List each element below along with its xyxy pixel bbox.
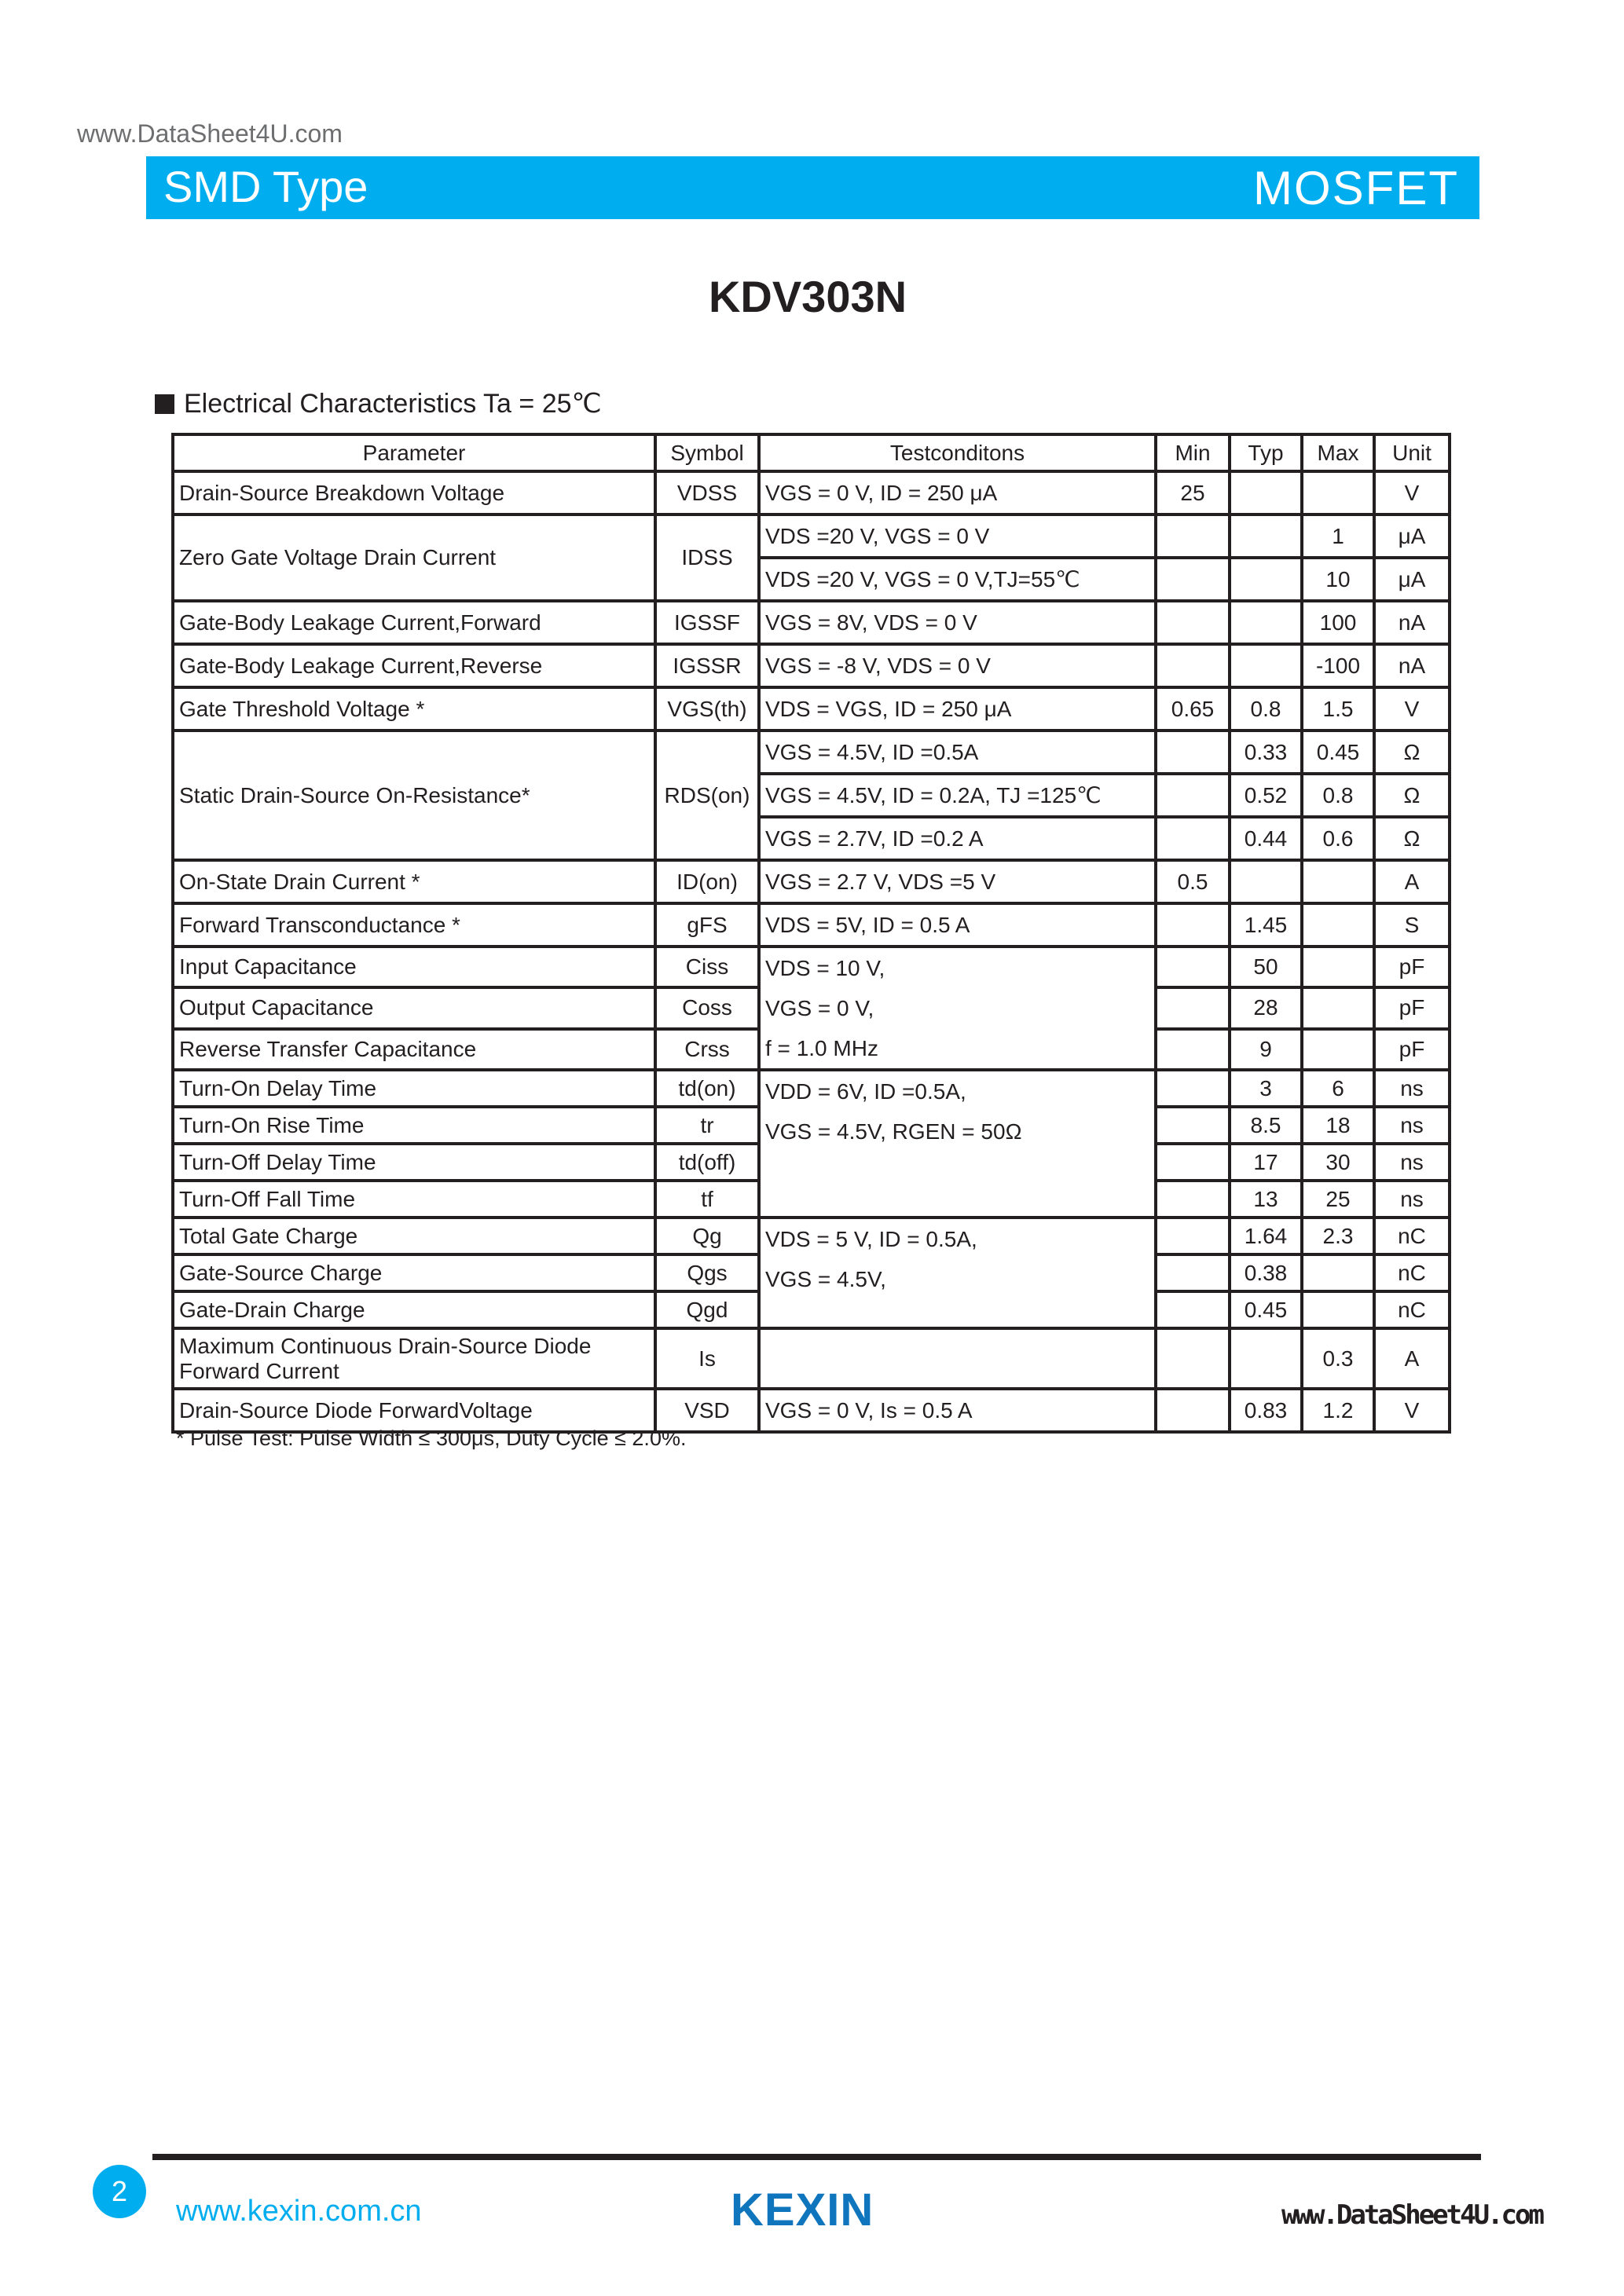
typ-cell	[1230, 471, 1302, 514]
symbol-cell: td(off)	[655, 1144, 759, 1181]
parameter-cell: Gate-Body Leakage Current,Reverse	[173, 644, 655, 687]
parameter-cell: Zero Gate Voltage Drain Current	[173, 514, 655, 601]
bullet-square-icon	[155, 394, 174, 414]
symbol-cell: VGS(th)	[655, 687, 759, 731]
symbol-cell: Coss	[655, 987, 759, 1028]
max-cell: 0.8	[1302, 774, 1374, 817]
conditions-cell	[759, 1218, 1156, 1328]
table-row	[173, 1070, 1450, 1107]
condition-line: VDS =20 V, VGS = 0 V,TJ=55℃	[765, 567, 1080, 591]
max-cell: 1.5	[1302, 687, 1374, 731]
parameter-cell: Forward Transconductance *	[173, 903, 655, 947]
typ-cell: 0.52	[1230, 774, 1302, 817]
table-row	[173, 731, 1450, 774]
table-row	[173, 947, 1450, 987]
table-row	[173, 860, 1450, 903]
table-row	[173, 1328, 1450, 1389]
footnote: * Pulse Test: Pulse Width ≤ 300μs, Duty Cycle ≤ 2.0%.	[176, 1426, 687, 1450]
condition-line: VGS = 8V, VDS = 0 V	[765, 610, 977, 635]
typ-cell: 28	[1230, 987, 1302, 1028]
conditions-cell	[759, 558, 1156, 601]
unit-cell: nA	[1374, 601, 1450, 644]
condition-line: VGS = 4.5V,	[765, 1267, 886, 1291]
symbol-cell: VSD	[655, 1389, 759, 1432]
part-title: KDV303N	[708, 272, 907, 321]
unit-cell: nC	[1374, 1254, 1450, 1291]
unit-cell: ns	[1374, 1144, 1450, 1181]
electrical-characteristics-table	[171, 433, 1451, 1434]
symbol-cell: tr	[655, 1107, 759, 1144]
symbol-cell: Crss	[655, 1029, 759, 1070]
typ-cell: 13	[1230, 1181, 1302, 1218]
min-cell: 0.65	[1156, 687, 1230, 731]
min-cell	[1156, 731, 1230, 774]
unit-cell: μA	[1374, 558, 1450, 601]
min-cell	[1156, 1291, 1230, 1328]
unit-cell: pF	[1374, 1029, 1450, 1070]
header-symbol: Symbol	[655, 434, 759, 471]
typ-cell: 8.5	[1230, 1107, 1302, 1144]
conditions-cell	[759, 514, 1156, 558]
condition-line: VDS = 10 V,	[765, 956, 885, 980]
condition-line: VDD = 6V, ID =0.5A,	[765, 1079, 966, 1104]
header-unit: Unit	[1374, 434, 1450, 471]
max-cell: 0.3	[1302, 1328, 1374, 1389]
unit-cell: Ω	[1374, 774, 1450, 817]
condition-line: VGS = 2.7V, ID =0.2 A	[765, 826, 984, 851]
condition-line: VDS = VGS, ID = 250 μA	[765, 697, 1012, 721]
symbol-cell: IGSSF	[655, 601, 759, 644]
parameter-cell: Static Drain-Source On-Resistance*	[173, 731, 655, 860]
min-cell	[1156, 1328, 1230, 1389]
typ-cell	[1230, 860, 1302, 903]
min-cell	[1156, 601, 1230, 644]
symbol-cell: Qgs	[655, 1254, 759, 1291]
parameter-cell: Output Capacitance	[173, 987, 655, 1028]
unit-cell: A	[1374, 860, 1450, 903]
max-cell	[1302, 1029, 1374, 1070]
unit-cell: V	[1374, 687, 1450, 731]
min-cell	[1156, 1029, 1230, 1070]
unit-cell: V	[1374, 1389, 1450, 1432]
parameter-cell: Gate-Source Charge	[173, 1254, 655, 1291]
parameter-cell: Total Gate Charge	[173, 1218, 655, 1254]
max-cell: 25	[1302, 1181, 1374, 1218]
kexin-website-link[interactable]: www.kexin.com.cn	[176, 2195, 422, 2228]
typ-cell: 50	[1230, 947, 1302, 987]
symbol-cell: RDS(on)	[655, 731, 759, 860]
typ-cell: 0.33	[1230, 731, 1302, 774]
unit-cell: pF	[1374, 947, 1450, 987]
unit-cell: pF	[1374, 987, 1450, 1028]
unit-cell: nC	[1374, 1218, 1450, 1254]
condition-line: VDS =20 V, VGS = 0 V	[765, 524, 990, 548]
table-row	[173, 687, 1450, 731]
typ-cell	[1230, 601, 1302, 644]
min-cell	[1156, 514, 1230, 558]
max-cell: 1.2	[1302, 1389, 1374, 1432]
parameter-cell: Input Capacitance	[173, 947, 655, 987]
typ-cell: 1.64	[1230, 1218, 1302, 1254]
min-cell	[1156, 817, 1230, 860]
parameter-cell: Turn-Off Fall Time	[173, 1181, 655, 1218]
symbol-cell: td(on)	[655, 1070, 759, 1107]
typ-cell	[1230, 558, 1302, 601]
conditions-cell	[759, 601, 1156, 644]
unit-cell: ns	[1374, 1181, 1450, 1218]
datasheet4u-link[interactable]: www.DataSheet4U.com	[1281, 2199, 1542, 2231]
conditions-cell	[759, 1328, 1156, 1389]
section-heading-text: Electrical Characteristics Ta = 25℃	[184, 389, 602, 419]
parameter-cell: Maximum Continuous Drain-Source Diode Forward Current	[173, 1328, 655, 1389]
table-header-row	[173, 434, 1450, 471]
min-cell	[1156, 644, 1230, 687]
max-cell: 10	[1302, 558, 1374, 601]
typ-cell: 0.44	[1230, 817, 1302, 860]
unit-cell: Ω	[1374, 731, 1450, 774]
max-cell	[1302, 1291, 1374, 1328]
conditions-cell	[759, 1389, 1156, 1432]
unit-cell: nC	[1374, 1291, 1450, 1328]
min-cell	[1156, 1181, 1230, 1218]
conditions-cell	[759, 774, 1156, 817]
header-banner	[146, 156, 1479, 219]
page-number-badge: 2	[93, 2165, 146, 2218]
parameter-cell: Drain-Source Breakdown Voltage	[173, 471, 655, 514]
max-cell: 30	[1302, 1144, 1374, 1181]
unit-cell: μA	[1374, 514, 1450, 558]
max-cell: 0.45	[1302, 731, 1374, 774]
conditions-cell	[759, 903, 1156, 947]
condition-line: VGS = 4.5V, ID = 0.2A, TJ =125℃	[765, 783, 1102, 807]
unit-cell: Ω	[1374, 817, 1450, 860]
conditions-cell	[759, 817, 1156, 860]
parameter-cell: Turn-Off Delay Time	[173, 1144, 655, 1181]
parameter-cell: Gate-Drain Charge	[173, 1291, 655, 1328]
min-cell	[1156, 987, 1230, 1028]
header-min: Min	[1156, 434, 1230, 471]
min-cell	[1156, 1218, 1230, 1254]
min-cell	[1156, 903, 1230, 947]
header-category: MOSFET	[1253, 162, 1459, 214]
typ-cell: 0.45	[1230, 1291, 1302, 1328]
table-row	[173, 601, 1450, 644]
min-cell	[1156, 1144, 1230, 1181]
conditions-cell	[759, 644, 1156, 687]
condition-line: VGS = 2.7 V, VDS =5 V	[765, 870, 996, 894]
min-cell: 0.5	[1156, 860, 1230, 903]
symbol-cell: Qg	[655, 1218, 759, 1254]
parameter-cell: Reverse Transfer Capacitance	[173, 1029, 655, 1070]
min-cell	[1156, 947, 1230, 987]
conditions-cell	[759, 947, 1156, 1070]
unit-cell: ns	[1374, 1107, 1450, 1144]
max-cell: 6	[1302, 1070, 1374, 1107]
symbol-cell: Ciss	[655, 947, 759, 987]
header-typ: Typ	[1230, 434, 1302, 471]
min-cell	[1156, 1254, 1230, 1291]
parameter-cell: Drain-Source Diode ForwardVoltage	[173, 1389, 655, 1432]
condition-line: VGS = 0 V, ID = 250 μA	[765, 481, 998, 505]
typ-cell: 0.83	[1230, 1389, 1302, 1432]
unit-cell: S	[1374, 903, 1450, 947]
table-row	[173, 1389, 1450, 1432]
parameter-cell: Turn-On Rise Time	[173, 1107, 655, 1144]
header-parameter: Parameter	[173, 434, 655, 471]
condition-line: f = 1.0 MHz	[765, 1036, 878, 1060]
typ-cell: 0.8	[1230, 687, 1302, 731]
max-cell	[1302, 903, 1374, 947]
parameter-cell: Gate Threshold Voltage *	[173, 687, 655, 731]
conditions-cell	[759, 860, 1156, 903]
symbol-cell: ID(on)	[655, 860, 759, 903]
typ-cell: 9	[1230, 1029, 1302, 1070]
max-cell: 18	[1302, 1107, 1374, 1144]
typ-cell: 3	[1230, 1070, 1302, 1107]
symbol-cell: gFS	[655, 903, 759, 947]
table-row	[173, 471, 1450, 514]
header-conditions: Testconditons	[759, 434, 1156, 471]
table-row	[173, 644, 1450, 687]
typ-cell	[1230, 514, 1302, 558]
typ-cell: 17	[1230, 1144, 1302, 1181]
condition-line: VDS = 5 V, ID = 0.5A,	[765, 1227, 977, 1251]
typ-cell: 0.38	[1230, 1254, 1302, 1291]
min-cell	[1156, 1107, 1230, 1144]
unit-cell: V	[1374, 471, 1450, 514]
unit-cell: nA	[1374, 644, 1450, 687]
max-cell: 0.6	[1302, 817, 1374, 860]
condition-line: VGS = -8 V, VDS = 0 V	[765, 654, 991, 678]
condition-line: VGS = 0 V,	[765, 996, 874, 1020]
condition-line: VGS = 0 V, Is = 0.5 A	[765, 1398, 973, 1423]
max-cell	[1302, 1254, 1374, 1291]
typ-cell	[1230, 1328, 1302, 1389]
conditions-cell	[759, 731, 1156, 774]
watermark-link[interactable]: www.DataSheet4U.com	[77, 119, 343, 148]
condition-line: VDS = 5V, ID = 0.5 A	[765, 913, 970, 937]
unit-cell: A	[1374, 1328, 1450, 1389]
condition-line	[761, 1338, 1154, 1379]
symbol-cell: Qgd	[655, 1291, 759, 1328]
symbol-cell: tf	[655, 1181, 759, 1218]
max-cell: -100	[1302, 644, 1374, 687]
section-heading	[155, 388, 602, 419]
max-cell	[1302, 860, 1374, 903]
table-row	[173, 1218, 1450, 1254]
header-max: Max	[1302, 434, 1374, 471]
symbol-cell: IDSS	[655, 514, 759, 601]
min-cell	[1156, 1389, 1230, 1432]
symbol-cell: IGSSR	[655, 644, 759, 687]
condition-line: VGS = 4.5V, RGEN = 50Ω	[765, 1119, 1022, 1144]
parameter-cell: Gate-Body Leakage Current,Forward	[173, 601, 655, 644]
condition-line: VGS = 4.5V, ID =0.5A	[765, 740, 979, 764]
min-cell	[1156, 774, 1230, 817]
unit-cell: ns	[1374, 1070, 1450, 1107]
header-type: SMD Type	[163, 162, 368, 211]
min-cell: 25	[1156, 471, 1230, 514]
min-cell	[1156, 1070, 1230, 1107]
conditions-cell	[759, 687, 1156, 731]
typ-cell	[1230, 644, 1302, 687]
parameter-cell: Turn-On Delay Time	[173, 1070, 655, 1107]
kexin-logo: KEXIN	[731, 2184, 874, 2236]
symbol-cell: Is	[655, 1328, 759, 1389]
table-row	[173, 903, 1450, 947]
parameter-cell: On-State Drain Current *	[173, 860, 655, 903]
conditions-cell	[759, 1070, 1156, 1218]
max-cell	[1302, 987, 1374, 1028]
max-cell	[1302, 947, 1374, 987]
table-row	[173, 514, 1450, 558]
footer-divider	[152, 2154, 1481, 2160]
max-cell: 100	[1302, 601, 1374, 644]
max-cell: 1	[1302, 514, 1374, 558]
symbol-cell: VDSS	[655, 471, 759, 514]
typ-cell: 1.45	[1230, 903, 1302, 947]
min-cell	[1156, 558, 1230, 601]
max-cell: 2.3	[1302, 1218, 1374, 1254]
max-cell	[1302, 471, 1374, 514]
conditions-cell	[759, 471, 1156, 514]
